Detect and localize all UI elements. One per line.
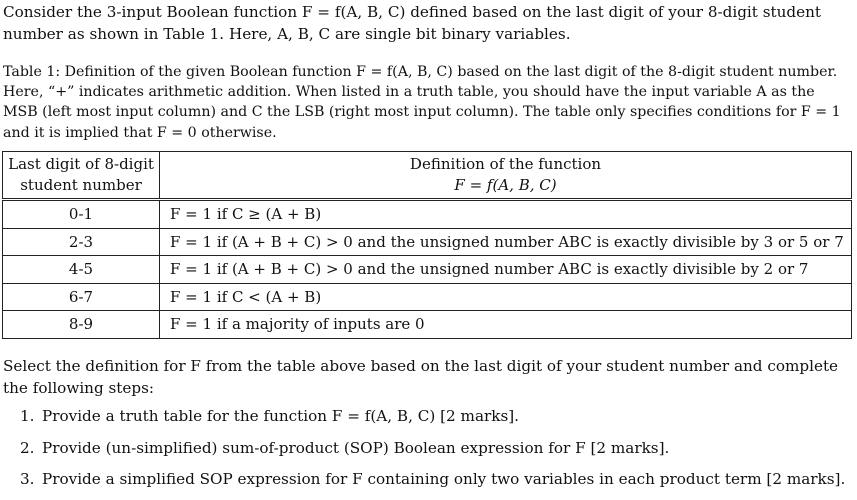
instruction-paragraph: Select the definition for F from the table above based on the last digit of your student number and complete the following steps: bbox=[3, 357, 839, 397]
header-definition bbox=[160, 152, 852, 200]
definition-cell: F = 1 if (A + B + C) > 0 and the unsigned number ABC is exactly divisible by 3 or 5 or 7 bbox=[160, 228, 852, 256]
digit-cell: 0-1 bbox=[3, 200, 160, 229]
list-item bbox=[20, 468, 845, 490]
step-number: 3. bbox=[20, 470, 35, 488]
step-text: Provide (un-simplified) sum-of-product (SOP) Boolean expression for F [2 marks]. bbox=[42, 438, 670, 457]
table-row bbox=[3, 200, 852, 229]
step-number: 1. bbox=[20, 407, 35, 425]
table-row bbox=[3, 228, 852, 256]
step-text: Provide a simplified SOP expression for F containing only two variables in each product term [2 marks]. bbox=[42, 470, 846, 488]
step-number: 2. bbox=[20, 438, 35, 457]
table-row bbox=[3, 311, 852, 339]
header-definition-line1: Definition of the function bbox=[409, 155, 602, 173]
table-caption: Table 1: Definition of the given Boolean function F = f(A, B, C) based on the last digit of the 8-digit student number. Here, “+” indicates arithmetic addition. When listed in a truth table, you should have the input variable A as the MSB (left most input column) and C the LSB (right most input column). The table only specifies conditions for F = 1 and it is implied that F = 0 otherwise. bbox=[3, 64, 841, 141]
table-header-row bbox=[3, 152, 852, 200]
header-last-digit bbox=[3, 152, 160, 200]
digit-cell: 8-9 bbox=[3, 311, 160, 339]
list-item bbox=[20, 405, 845, 427]
header-definition-line2: F = f(A, B, C) bbox=[454, 176, 557, 194]
digit-cell: 4-5 bbox=[3, 256, 160, 284]
intro-paragraph: Consider the 3-input Boolean function F = f(A, B, C) defined based on the last digit of your 8-digit student number as shown in Table 1. Here, A, B, C are single bit binary variables. bbox=[3, 3, 821, 43]
definition-cell: F = 1 if a majority of inputs are 0 bbox=[160, 311, 852, 339]
header-last-digit-line2: student number bbox=[20, 176, 142, 194]
table-row bbox=[3, 283, 852, 311]
definition-table bbox=[2, 151, 852, 339]
steps-list bbox=[0, 405, 845, 500]
header-last-digit-line1: Last digit of 8-digit bbox=[8, 155, 154, 173]
definition-cell: F = 1 if C < (A + B) bbox=[160, 283, 852, 311]
step-text: Provide a truth table for the function F = f(A, B, C) [2 marks]. bbox=[42, 407, 520, 425]
definition-cell: F = 1 if C ≥ (A + B) bbox=[160, 200, 852, 229]
definition-cell: F = 1 if (A + B + C) > 0 and the unsigned number ABC is exactly divisible by 2 or 7 bbox=[160, 256, 852, 284]
digit-cell: 6-7 bbox=[3, 283, 160, 311]
list-item bbox=[20, 437, 845, 459]
table-row bbox=[3, 256, 852, 284]
digit-cell: 2-3 bbox=[3, 228, 160, 256]
